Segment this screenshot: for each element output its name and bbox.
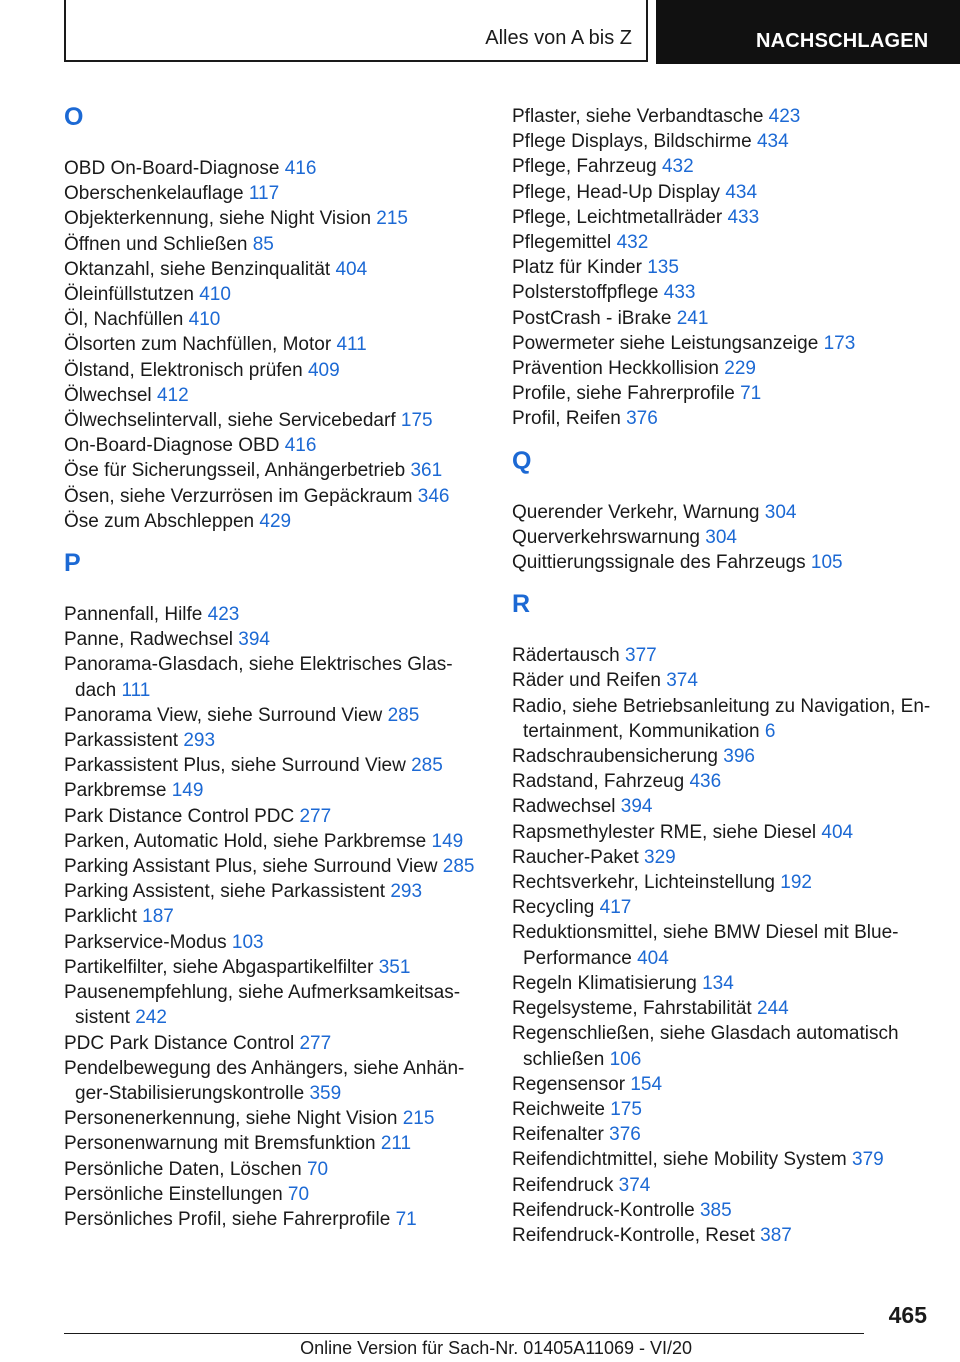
index-entry	[64, 433, 484, 458]
header-title-box	[64, 0, 648, 62]
index-entry-text: Partikelfilter, siehe Abgaspartikelfilter	[64, 956, 374, 978]
index-entry-page-link[interactable]: 106	[609, 1048, 642, 1070]
index-entry	[64, 282, 484, 307]
index-entry-text: Parkbremse	[64, 780, 167, 802]
index-entry-text: Rapsmethylester RME, siehe Diesel	[512, 821, 817, 843]
index-entry-text: OBD On-Board-Diagnose	[64, 158, 280, 179]
index-entry	[64, 778, 484, 803]
index-entry	[512, 820, 932, 845]
index-entry	[512, 1173, 932, 1198]
index-entry-text: Radschraubensicherung	[512, 746, 718, 768]
index-entry	[64, 1056, 484, 1106]
index-entry-page-link[interactable]: 374	[666, 670, 698, 692]
index-entry-page-link[interactable]: 70	[306, 1158, 329, 1180]
index-entry-page-link[interactable]: 285	[411, 755, 443, 777]
header-title: Alles von A bis Z	[485, 27, 632, 49]
index-entry-page-link[interactable]: 285	[442, 856, 475, 878]
index-entry	[64, 484, 484, 509]
index-entry	[512, 643, 932, 668]
index-entry-page-link[interactable]: 433	[727, 206, 760, 228]
index-entry	[64, 1182, 484, 1207]
index-entry	[512, 1122, 932, 1147]
index-entry-page-link[interactable]: 433	[663, 282, 696, 304]
index-entry-page-link[interactable]: 432	[661, 156, 694, 178]
index-entry-text: Regelsysteme, Fahrstabilität	[512, 998, 752, 1020]
index-entry-text: Öl, Nachfüllen	[64, 309, 184, 331]
index-entry-page-link[interactable]: 71	[740, 383, 762, 405]
index-entry	[64, 652, 484, 702]
index-entry-page-link[interactable]: 346	[417, 485, 450, 507]
index-entry-page-link[interactable]: 244	[757, 998, 789, 1020]
index-entry-page-link[interactable]: 410	[199, 284, 231, 306]
index-letter-heading: P	[64, 549, 81, 578]
index-entry-text: Parking Assistant Plus, siehe Surround View	[64, 856, 438, 878]
index-entry-page-link[interactable]: 394	[238, 629, 270, 651]
index-entry	[512, 525, 932, 550]
index-entry-text: Parklicht	[64, 906, 137, 928]
index-entry	[512, 331, 932, 356]
index-entry	[512, 794, 932, 819]
index-entry-text: Park Distance Control PDC	[64, 805, 295, 827]
index-entry-text: Parking Assistent, siehe Parkassistent	[64, 881, 386, 903]
index-entry-page-link[interactable]: 242	[135, 1007, 167, 1029]
header-section-label: NACHSCHLAGEN	[756, 30, 929, 52]
index-entry-text: Regenschließen, siehe Glasdach automatisch schließen	[512, 1023, 899, 1070]
index-entry-text: Ölsorten zum Nachfüllen, Motor	[64, 334, 332, 356]
index-entry	[512, 1198, 932, 1223]
index-entry-text: Parken, Automatic Hold, siehe Parkbremse	[64, 830, 427, 852]
index-entry-page-link[interactable]: 432	[616, 232, 649, 254]
index-entry-text: Parkassistent	[64, 730, 179, 752]
index-entry	[512, 668, 932, 693]
index-entry-page-link[interactable]: 175	[400, 410, 433, 432]
index-entry-page-link[interactable]: 385	[699, 1199, 732, 1221]
index-entry	[64, 408, 484, 433]
index-entry	[512, 920, 932, 970]
index-entry-text: Öleinfüllstutzen	[64, 284, 194, 306]
index-column-left	[64, 100, 484, 1232]
index-entry	[64, 458, 484, 483]
index-entry-page-link[interactable]: 304	[705, 526, 737, 548]
index-entry-text: Ölwechsel	[64, 384, 152, 406]
index-entry-text: Prävention Heckkollision	[512, 358, 719, 380]
index-entry-text: Räder und Reifen	[512, 670, 661, 692]
index-entry	[64, 703, 484, 728]
index-entry-text: Panne, Radwechsel	[64, 629, 233, 651]
index-entry	[64, 728, 484, 753]
index-entry-page-link[interactable]: 134	[702, 972, 734, 994]
index-entry-text: Reifendruck	[512, 1174, 614, 1196]
index-entry-page-link[interactable]: 423	[207, 604, 240, 626]
index-entry-page-link[interactable]: 410	[188, 309, 221, 331]
index-entry	[512, 895, 932, 920]
index-entry-page-link[interactable]: 377	[625, 645, 657, 667]
index-entry-page-link[interactable]: 277	[299, 805, 332, 827]
index-entry-text: Pflege Displays, Bildschirme	[512, 131, 752, 153]
index-entry-page-link[interactable]: 117	[248, 183, 280, 205]
index-entry-text: Raucher-Paket	[512, 846, 639, 868]
index-entry	[512, 744, 932, 769]
index-entry-text: Pendelbewegung des Anhängers, siehe Anhän-ger-Stabilisierungskontrolle	[64, 1057, 465, 1104]
index-entry-text: On-Board-Diagnose OBD	[64, 435, 280, 457]
index-entry-page-link[interactable]: 376	[609, 1124, 641, 1146]
index-entry-text: Pflege, Fahrzeug	[512, 156, 657, 178]
index-entry-page-link[interactable]: 423	[768, 106, 801, 127]
index-entry-text: Parkassistent Plus, siehe Surround View	[64, 755, 406, 777]
index-entry	[64, 383, 484, 408]
index-entry-text: Parkservice-Modus	[64, 931, 227, 953]
index-entry	[64, 1207, 484, 1232]
index-entry-text: Personenwarnung mit Bremsfunktion	[64, 1133, 376, 1155]
index-entry	[64, 307, 484, 332]
index-entry-page-link[interactable]: 387	[760, 1224, 792, 1246]
index-entry-page-link[interactable]: 187	[142, 906, 174, 928]
index-entry-page-link[interactable]: 404	[821, 821, 854, 843]
index-entry-page-link[interactable]: 374	[618, 1174, 651, 1196]
index-entry	[512, 769, 932, 794]
index-entry	[64, 854, 484, 879]
index-entry-page-link[interactable]: 135	[647, 257, 679, 279]
index-entry-page-link[interactable]: 411	[336, 334, 367, 356]
index-entry-text: Reifenalter	[512, 1124, 604, 1146]
index-entry-text: Pannenfall, Hilfe	[64, 604, 203, 626]
index-entry-text: Pflaster, siehe Verbandtasche	[512, 106, 764, 127]
index-entry	[512, 996, 932, 1021]
index-entry-page-link[interactable]: 149	[171, 780, 204, 802]
index-entry-text: Reifendruck-Kontrolle	[512, 1199, 695, 1221]
index-entry	[64, 980, 484, 1030]
index-entry	[512, 694, 932, 744]
index-entry	[512, 550, 932, 575]
index-entry	[64, 1131, 484, 1156]
footer-divider	[64, 1333, 864, 1334]
footer-online-version: Online Version für Sach-Nr. 01405A11069 - VI/20	[300, 1338, 692, 1358]
index-entry-page-link[interactable]: 434	[725, 181, 758, 203]
index-entry-text: Reifendruck-Kontrolle, Reset	[512, 1224, 755, 1246]
index-entry	[64, 257, 484, 282]
index-entry-page-link[interactable]: 429	[259, 510, 292, 532]
index-entry-text: Objekterkennung, siehe Night Vision	[64, 208, 372, 230]
index-entry-text: Rädertausch	[512, 645, 620, 667]
index-entry-page-link[interactable]: 379	[852, 1149, 884, 1171]
index-entry	[512, 406, 932, 431]
index-entry-text: Ösen, siehe Verzurrösen im Gepäckraum	[64, 485, 413, 507]
index-entry-page-link[interactable]: 376	[626, 408, 658, 430]
index-entry-text: Persönliches Profil, siehe Fahrerprofile	[64, 1208, 391, 1230]
index-entry-text: Platz für Kinder	[512, 257, 642, 279]
index-entry	[64, 627, 484, 652]
index-entry-text: Radio, siehe Betriebsanleitung zu Navigation, En-tertainment, Kommunikation	[512, 695, 931, 742]
index-entry-text: Oktanzahl, siehe Benzinqualität	[64, 258, 331, 280]
index-entry-text: Quittierungssignale des Fahrzeugs	[512, 552, 806, 574]
index-entry	[64, 904, 484, 929]
index-entry-page-link[interactable]: 211	[380, 1133, 412, 1155]
index-entry-page-link[interactable]: 396	[723, 746, 755, 768]
index-letter-heading: O	[64, 103, 84, 131]
index-entry-text: Persönliche Daten, Löschen	[64, 1158, 302, 1180]
index-entry-page-link[interactable]: 293	[390, 881, 423, 903]
index-entry-text: Pflege, Leichtmetallräder	[512, 206, 723, 228]
index-entry	[64, 955, 484, 980]
index-entry-text: Querverkehrswarnung	[512, 526, 700, 548]
index-entry	[64, 1157, 484, 1182]
index-entry-page-link[interactable]: 103	[231, 931, 264, 953]
index-entry-text: Powermeter siehe Leistungsanzeige	[512, 332, 819, 354]
index-entry	[512, 1021, 932, 1071]
index-entry-page-link[interactable]: 70	[287, 1183, 310, 1205]
index-entry	[64, 332, 484, 357]
index-entry-page-link[interactable]: 304	[764, 501, 797, 523]
index-entry-text: Pflege, Head-Up Display	[512, 181, 721, 203]
index-entry-text: Panorama-Glasdach, siehe Elektrisches Glas-dach	[64, 654, 453, 701]
index-entry-page-link[interactable]: 175	[610, 1098, 642, 1120]
index-entry	[512, 104, 932, 129]
index-entry	[64, 206, 484, 231]
index-entry-text: PostCrash - iBrake	[512, 307, 672, 329]
index-entry-page-link[interactable]: 417	[599, 897, 632, 919]
index-entry-page-link[interactable]: 229	[724, 358, 756, 380]
index-entry-page-link[interactable]: 394	[620, 796, 653, 818]
index-entry-page-link[interactable]: 293	[183, 730, 216, 752]
index-entry	[64, 156, 484, 181]
index-entry-text: Panorama View, siehe Surround View	[64, 704, 383, 726]
index-entry-page-link[interactable]: 361	[410, 460, 443, 482]
index-entry-page-link[interactable]: 215	[402, 1108, 435, 1130]
index-entry-text: Reifendichtmittel, siehe Mobility System	[512, 1149, 847, 1171]
index-entry	[512, 1147, 932, 1172]
index-entry-text: Personenerkennung, siehe Night Vision	[64, 1108, 398, 1130]
index-entry-page-link[interactable]: 412	[156, 384, 189, 406]
index-entry-text: Oberschenkelauflage	[64, 183, 244, 205]
index-entry	[512, 154, 932, 179]
index-entry-text: Öse zum Abschleppen	[64, 510, 255, 532]
index-entry	[512, 381, 932, 406]
index-entry-text: Öse für Sicherungsseil, Anhängerbetrieb	[64, 460, 406, 482]
index-entry	[512, 280, 932, 305]
index-entry	[64, 1031, 484, 1056]
index-entry	[512, 1223, 932, 1248]
index-entry-text: Ölwechselintervall, siehe Servicebedarf	[64, 410, 396, 432]
index-entry-text: Querender Verkehr, Warnung	[512, 501, 760, 523]
index-entry	[64, 804, 484, 829]
index-entry-text: PDC Park Distance Control	[64, 1032, 295, 1054]
index-entry-page-link[interactable]: 241	[676, 307, 709, 329]
index-entry-page-link[interactable]: 416	[284, 158, 317, 179]
index-entry-page-link[interactable]: 434	[756, 131, 789, 153]
index-entry-page-link[interactable]: 285	[387, 704, 420, 726]
index-entry-text: Radstand, Fahrzeug	[512, 771, 685, 793]
index-entry	[512, 230, 932, 255]
index-entry-text: Radwechsel	[512, 796, 616, 818]
index-entry	[512, 356, 932, 381]
index-entry-text: Pflegemittel	[512, 232, 612, 254]
index-entry	[512, 129, 932, 154]
index-entry-text: Profile, siehe Fahrerprofile	[512, 383, 735, 405]
index-entry-page-link[interactable]: 154	[630, 1073, 663, 1095]
index-entry-page-link[interactable]: 436	[689, 771, 722, 793]
page-number: 465	[888, 1302, 927, 1328]
index-entry-page-link[interactable]: 215	[376, 208, 408, 230]
index-entry-text: Regeln Klimatisierung	[512, 972, 697, 994]
index-entry-text: Ölstand, Elektronisch prüfen	[64, 359, 303, 381]
index-letter-heading: Q	[512, 446, 532, 475]
index-entry-page-link[interactable]: 351	[378, 956, 411, 978]
index-entry-text: Polsterstoffpflege	[512, 282, 659, 304]
index-entry-page-link[interactable]: 192	[780, 872, 812, 894]
index-entry	[64, 930, 484, 955]
index-entry	[64, 879, 484, 904]
index-column-right	[512, 100, 932, 1248]
index-entry-page-link[interactable]: 404	[335, 258, 368, 280]
index-entry	[512, 306, 932, 331]
index-entry	[512, 845, 932, 870]
index-entry	[64, 829, 484, 854]
index-entry-page-link[interactable]: 71	[395, 1208, 417, 1230]
header-section-box	[656, 0, 960, 64]
index-entry-text: Profil, Reifen	[512, 408, 621, 430]
index-entry	[64, 1106, 484, 1131]
index-entry	[512, 205, 932, 230]
index-entry	[512, 180, 932, 205]
index-entry	[512, 971, 932, 996]
index-entry-text: Rechtsverkehr, Lichteinstellung	[512, 872, 775, 894]
index-entry-page-link[interactable]: 409	[307, 359, 340, 381]
index-letter-heading: R	[512, 590, 531, 619]
index-entry	[512, 870, 932, 895]
index-entry-text: Persönliche Einstellungen	[64, 1183, 283, 1205]
index-entry-text: Reichweite	[512, 1098, 605, 1120]
index-entry-page-link[interactable]: 416	[284, 435, 317, 457]
index-entry-page-link[interactable]: 149	[431, 830, 464, 852]
index-entry	[64, 509, 484, 534]
index-entry-page-link[interactable]: 173	[823, 332, 856, 354]
index-entry-text: Regensensor	[512, 1073, 626, 1095]
index-entry-page-link[interactable]: 6	[764, 720, 776, 742]
index-entry-page-link[interactable]: 85	[252, 233, 274, 255]
index-entry	[64, 753, 484, 778]
index-entry-page-link[interactable]: 329	[644, 846, 676, 868]
index-entry	[512, 1072, 932, 1097]
index-entry	[512, 255, 932, 280]
index-entry-page-link[interactable]: 105	[810, 552, 843, 574]
index-entry-page-link[interactable]: 359	[309, 1082, 342, 1104]
index-entry	[64, 358, 484, 383]
index-entry-text: Öffnen und Schließen	[64, 233, 248, 255]
index-entry	[64, 181, 484, 206]
index-entry-page-link[interactable]: 111	[121, 679, 151, 701]
index-entry-text: Pausenempfehlung, siehe Aufmerksamkeitsas-sistent	[64, 982, 461, 1029]
index-entry	[512, 1097, 932, 1122]
index-entry	[64, 232, 484, 257]
index-entry-page-link[interactable]: 277	[299, 1032, 332, 1054]
index-entry	[64, 602, 484, 627]
index-entry-page-link[interactable]: 404	[637, 947, 669, 969]
index-entry	[512, 500, 932, 525]
index-entry-text: Reduktionsmittel, siehe BMW Diesel mit Blue-Performance	[512, 922, 899, 969]
index-entry-text: Recycling	[512, 897, 595, 919]
